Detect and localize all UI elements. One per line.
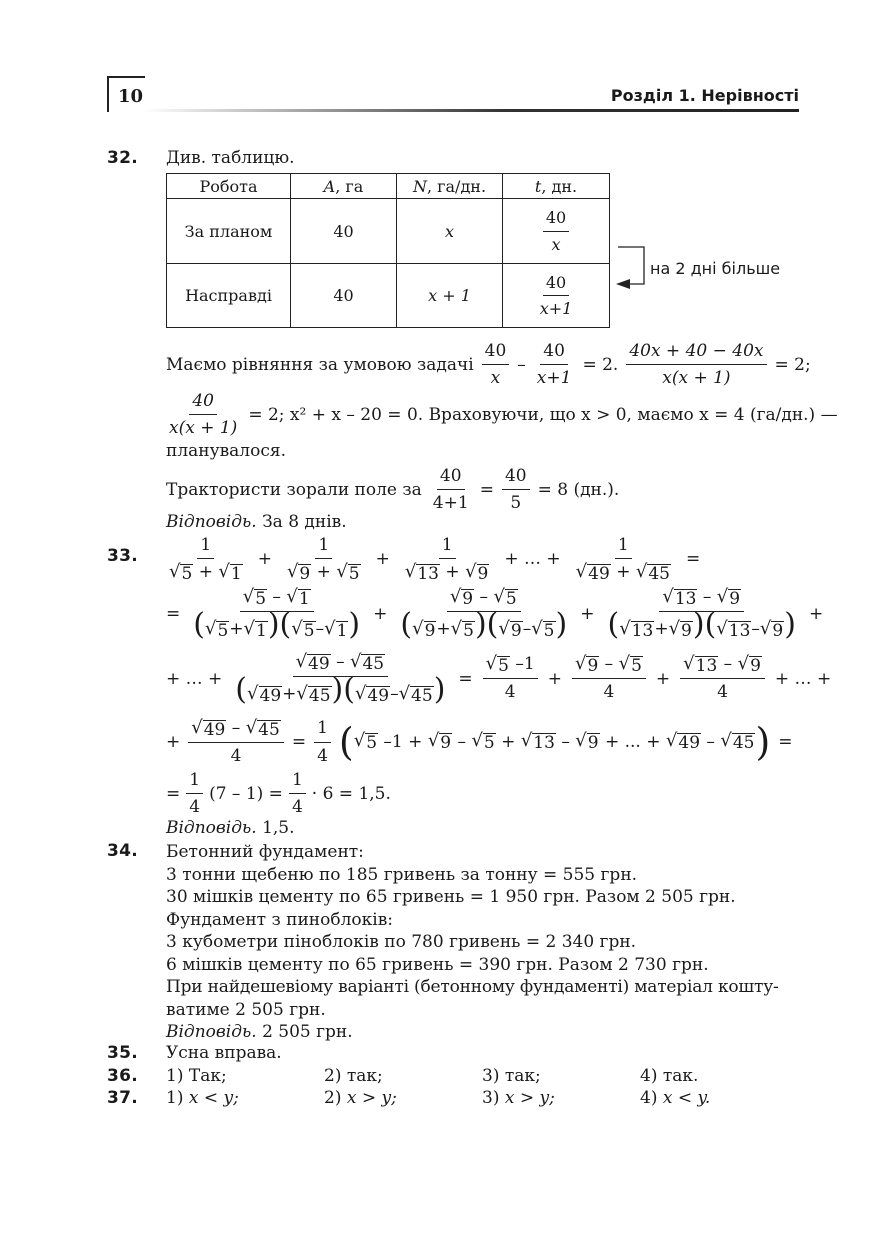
answer-item: 1) x < y; <box>166 1088 239 1108</box>
table-row <box>167 199 610 264</box>
text-line: 6 мішків цементу по 65 гривень = 390 грн. Разом 2 730 грн. <box>166 954 709 975</box>
table-cell: Насправді <box>167 264 291 328</box>
table-cell <box>503 199 610 264</box>
frac-numerator: 40 <box>543 273 569 296</box>
tractor-text: Трактористи зорали поле за <box>166 479 422 500</box>
frac-denominator: x(x + 1) <box>662 368 731 389</box>
answer-item: 4) так. <box>640 1066 699 1086</box>
problem-35-text: Усна вправа. <box>166 1043 282 1063</box>
answer-label: Відповідь. <box>166 512 257 532</box>
answer-item: 3) x > y; <box>482 1088 555 1108</box>
table-cell: 40 <box>291 264 397 328</box>
frac-numerator: 40 <box>189 391 217 415</box>
problem-32-intro: Див. таблицю. <box>166 148 295 168</box>
table-cell: За планом <box>167 199 291 264</box>
sum-line-3: + … + √ 49 – √ 45 ( √ 49 + √ 45 )( √ 49 – √ 45 ) = √ 5 –1 4 + √ 9 – √ 5 4 + √ 13 – √ 9 4 + … + <box>166 651 832 707</box>
equals-sign: = <box>479 479 494 500</box>
header-rule <box>143 109 799 112</box>
table-cell: x + 1 <box>397 264 503 328</box>
answer-item: 4) x < y. <box>640 1088 711 1108</box>
equation-text: = 2; x² + x – 20 = 0. Враховуючи, що x > 0, маємо x = 4 (га/дн.) — <box>248 404 838 425</box>
sum-line-5: = $\frac{1}{4}$ (7 – 1) = $\frac{1}{4}$ · 6 = 1,5. <box>166 770 391 818</box>
table-cell: x <box>397 199 503 264</box>
frac-denominator: x+1 <box>539 299 573 318</box>
text-line: 3 кубометри піноблоків по 780 гривень = 2 340 грн. <box>166 932 637 952</box>
equation-intro: Маємо рівняння за умовою задачі <box>166 354 474 375</box>
answer-32 <box>166 512 347 532</box>
minus-sign: – <box>517 354 526 375</box>
equation-line-2 <box>166 391 838 439</box>
answer-item: 3) так; <box>482 1066 541 1086</box>
frac-denominator: x <box>490 368 501 389</box>
frac-numerator: 1 <box>197 535 214 559</box>
arrow-note: на 2 дні більше <box>650 259 781 278</box>
page-number: 10 <box>118 86 144 107</box>
frac-denominator: 4+1 <box>432 493 469 514</box>
problem-number-36: 36. <box>107 1066 139 1086</box>
sum-line-2: = √ 5 – √ 1 ( √ 5 + √ 1 )( √ 5 – √ 1 ) + √ 9 – √ 5 ( √ 9 + √ 5 )( √ 9 – √ 5 ) + √ 13 – √ 9 ( √ 13 + √ 9 )( √ 13 – √ 9 ) + <box>166 586 824 642</box>
equation-rhs: = 2; <box>774 354 811 375</box>
section-title: Розділ 1. Нерівності <box>610 86 799 105</box>
answer-33: Відповідь. 1,5. <box>166 818 295 838</box>
text-line: Бетонний фундамент: <box>166 842 364 862</box>
frac-numerator: 40 <box>482 341 510 365</box>
text-line: 3 тонни щебеню по 185 гривень за тонну = 555 грн. <box>166 864 638 885</box>
frac-numerator: 40 <box>502 466 530 490</box>
tractor-line <box>166 466 619 514</box>
frac-numerator: 40 <box>437 466 465 490</box>
text-line: 30 мішків цементу по 65 гривень = 1 950 грн. Разом 2 505 грн. <box>166 887 736 907</box>
table-header-row <box>167 174 610 199</box>
frac-numerator: 40x + 40 − 40x <box>626 341 766 365</box>
result-text: (7 – 1) = <box>209 783 283 804</box>
frac-denominator: 5 <box>510 493 522 514</box>
equation-line-1 <box>166 341 811 389</box>
bracket-arrow-icon <box>612 240 652 292</box>
answer-text: За 8 днів. <box>262 512 347 532</box>
table-header: A, га <box>291 174 397 199</box>
table-row <box>167 264 610 328</box>
text-line: При найдешевіому варіанті (бетонному фундаменті) матеріал кошту- <box>166 977 779 997</box>
table-header: N, га/дн. <box>397 174 503 199</box>
table-header: Робота <box>167 174 291 199</box>
frac-numerator: 40 <box>540 341 568 365</box>
answer-34: Відповідь. 2 505 грн. <box>166 1022 353 1042</box>
problem-number-35: 35. <box>107 1043 139 1063</box>
frac-numerator: 40 <box>543 208 569 231</box>
table-cell <box>503 264 610 328</box>
equation-rhs: = 2. <box>582 354 619 375</box>
problem-34-body <box>166 841 779 1044</box>
frac-denominator: x <box>551 234 561 254</box>
frac-denominator: x(x + 1) <box>169 418 238 439</box>
problem-number-32: 32. <box>107 148 139 168</box>
sum-line-4: + √ 49 – √ 45 4 = $\frac{1}{4}$ ( √ 5 –1 + √ 9 – √ 5 + √ 13 – √ 9 + ... + √ 49 – √ 45 ) = <box>166 717 793 766</box>
answer-item: 2) так; <box>324 1066 383 1086</box>
table-header: t, дн. <box>503 174 610 199</box>
result-text: = 8 (дн.). <box>537 479 620 500</box>
equation-line-3: планувалося. <box>166 441 286 461</box>
text-line: Фундамент з пиноблоків: <box>166 909 394 930</box>
result-text: · 6 = 1,5. <box>311 783 391 804</box>
text-line: ватиме 2 505 грн. <box>166 999 326 1020</box>
table-cell: 40 <box>291 199 397 264</box>
work-table <box>166 173 610 328</box>
problem-number-33: 33. <box>107 546 139 566</box>
problem-number-34: 34. <box>107 841 139 861</box>
answer-item: 2) x > y; <box>324 1088 397 1108</box>
sum-line-1: 1 √ 5 + √ 1 + 1 √ 9 + √ 5 + 1 √ 13 + √ 9 + … + 1 √ 49 + √ 45 = <box>169 535 701 585</box>
frac-denominator: x+1 <box>536 368 572 389</box>
problem-number-37: 37. <box>107 1088 139 1108</box>
answer-item: 1) Так; <box>166 1066 227 1086</box>
